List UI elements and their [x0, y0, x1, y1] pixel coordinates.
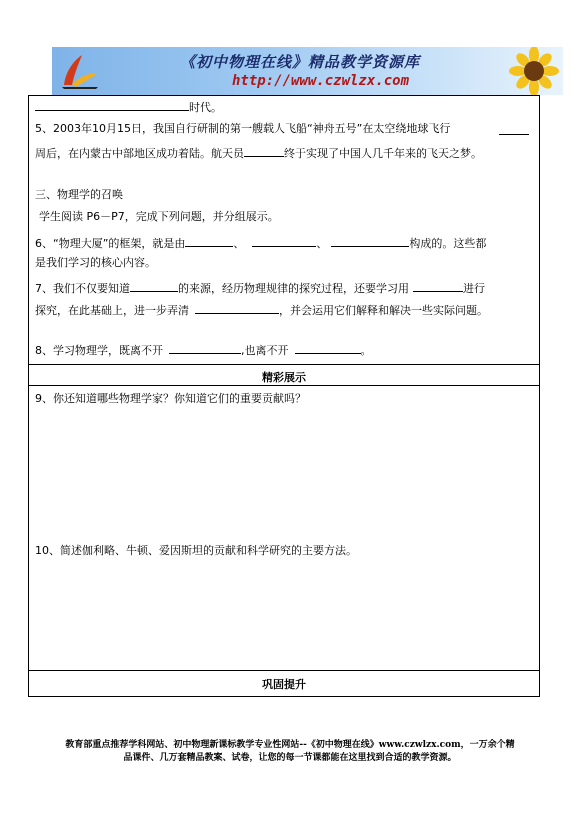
divider	[29, 385, 539, 386]
text: 终于实现了中国人几千年来的飞天之梦。	[284, 147, 482, 160]
answer-blank	[499, 123, 529, 135]
question-6-line-1	[35, 235, 486, 251]
question-9: 9、你还知道哪些物理学家？你知道它们的重要贡献吗？	[35, 392, 306, 405]
answer-blank	[244, 145, 284, 157]
answer-blank	[35, 99, 189, 111]
question-7-line-1	[35, 280, 485, 296]
header-banner	[52, 47, 563, 95]
answer-blank	[413, 280, 463, 292]
text: 构成的。这些都	[409, 237, 487, 250]
text: 时代。	[189, 101, 222, 114]
footer-line-1: 教育部重点推荐学科网站、初中物理新课标教学专业性网站--《初中物理在线》www.czwlzx.com，一万余个精	[65, 740, 515, 750]
question-7-line-2	[35, 302, 488, 318]
section-3-title: 三、物理学的召唤	[35, 188, 123, 201]
section-highlight-heading: 精彩展示	[262, 371, 306, 384]
answer-blank	[195, 302, 279, 314]
answer-blank	[185, 235, 233, 247]
divider	[29, 670, 539, 671]
answer-blank	[331, 235, 409, 247]
footer-line-2: 品课件、几万套精品教案、试卷，让您的每一节课都能在这里找到合适的教学资源。	[123, 753, 457, 763]
text: 6、“物理大厦”的框架，就是由	[35, 237, 186, 250]
text: 8、学习物理学，既离不开	[35, 344, 163, 357]
question-5-line-1: 5、2003年10月15日，我国自行研制的第一艘载人飞船“神舟五号”在太空绕地球飞行	[35, 122, 451, 135]
question-10: 10、简述伽利略、牛顿、爱因斯坦的贡献和科学研究的主要方法。	[35, 544, 357, 557]
answer-blank	[130, 280, 178, 292]
answer-blank	[169, 342, 241, 354]
banner-url: http://www.czwlzx.com	[232, 73, 410, 89]
logo-icon	[58, 51, 102, 91]
line-era	[35, 99, 222, 115]
question-8	[35, 342, 372, 358]
sunflower-icon	[504, 47, 563, 95]
worksheet-table	[28, 95, 540, 697]
text: 周后，在内蒙古中部地区成功着陆。航天员	[35, 147, 244, 160]
text: 、	[233, 237, 245, 250]
text: 进行	[463, 282, 485, 295]
section-consolidate-heading: 巩固提升	[262, 678, 306, 691]
text: ，并会运用它们解释和解决一些实际问题。	[279, 304, 488, 317]
question-5-line-2	[35, 145, 482, 161]
text: 。	[360, 344, 372, 357]
banner-title: 《初中物理在线》精品教学资源库	[180, 53, 421, 71]
text: 、	[316, 237, 328, 250]
section-3-intro: 学生阅读 P6－P7，完成下列问题，并分组展示。	[39, 210, 279, 223]
text: ,也离不开	[241, 344, 289, 357]
text: 的来源，经历物理规律的探究过程，还要学习用	[178, 282, 409, 295]
question-6-line-2: 是我们学习的核心内容。	[35, 256, 156, 269]
divider	[29, 364, 539, 365]
answer-blank	[252, 235, 316, 247]
answer-blank	[295, 342, 361, 354]
text: 7、我们不仅要知道	[35, 282, 130, 295]
text: 探究，在此基础上，进一步弄清	[35, 304, 189, 317]
